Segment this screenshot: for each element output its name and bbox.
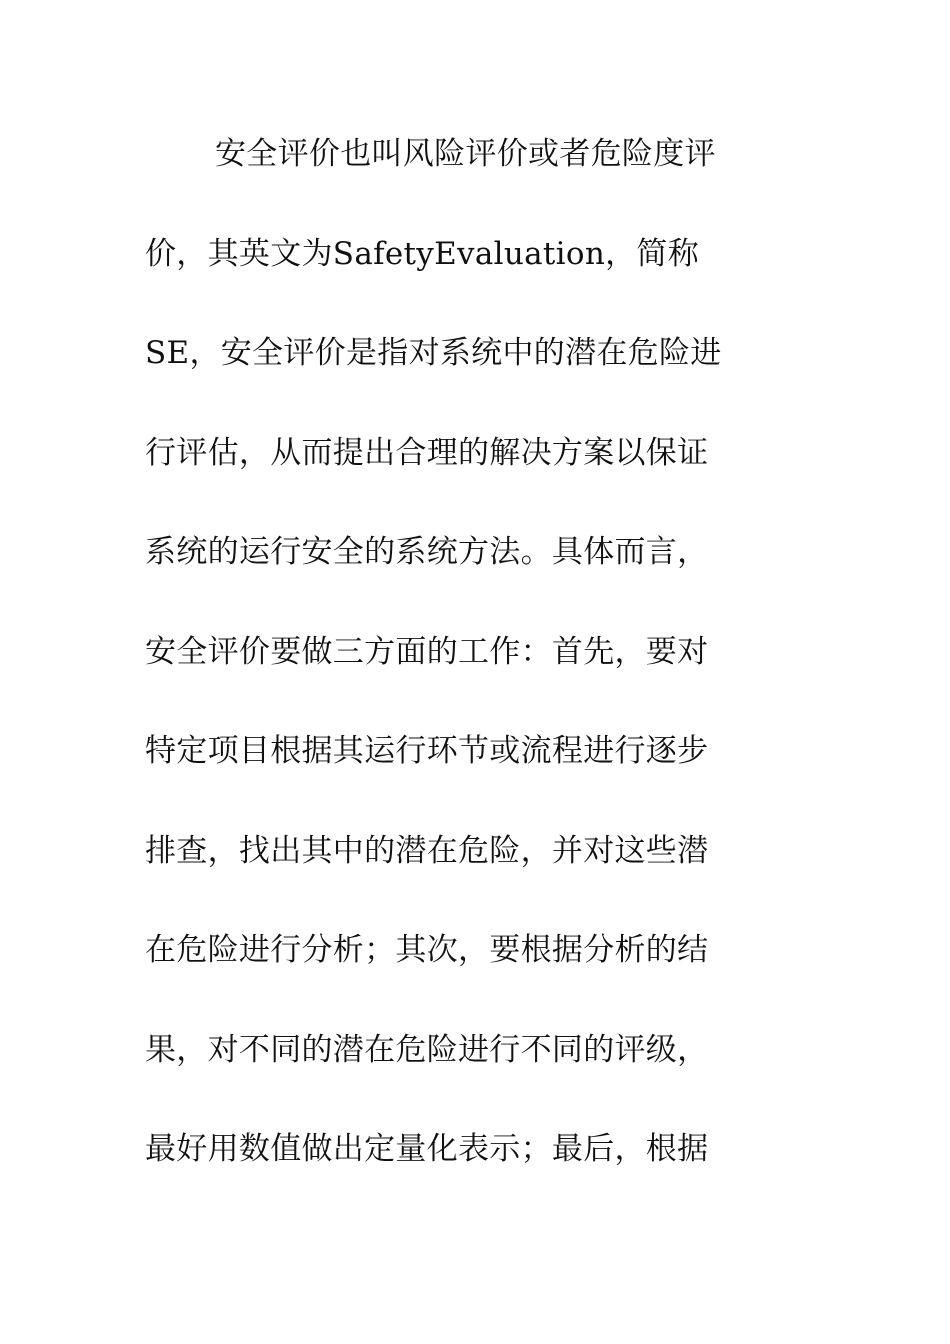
- text-line: 价，其英文为SafetyEvaluation，简称: [145, 235, 699, 272]
- text-line: 行评估，从而提出合理的解决方案以保证: [145, 434, 709, 471]
- text-line: 安全评价也叫风险评价或者危险度评: [215, 136, 716, 172]
- text-line: SE，安全评价是指对系统中的潜在危险进: [145, 335, 722, 371]
- text-line: 果，对不同的潜在危险进行不同的评级，: [145, 1031, 709, 1068]
- text-line: 排查，找出其中的潜在危险，并对这些潜: [145, 832, 709, 869]
- text-line: 在危险进行分析；其次，要根据分析的结: [145, 932, 709, 968]
- text-line: 特定项目根据其运行环节或流程进行逐步: [145, 733, 709, 769]
- body-paragraph: [145, 126, 785, 1221]
- text-line: 安全评价要做三方面的工作：首先，要对: [145, 633, 709, 670]
- text-line: 系统的运行安全的系统方法。具体而言，: [145, 534, 709, 570]
- text-line: 最好用数值做出定量化表示；最后，根据: [145, 1131, 709, 1167]
